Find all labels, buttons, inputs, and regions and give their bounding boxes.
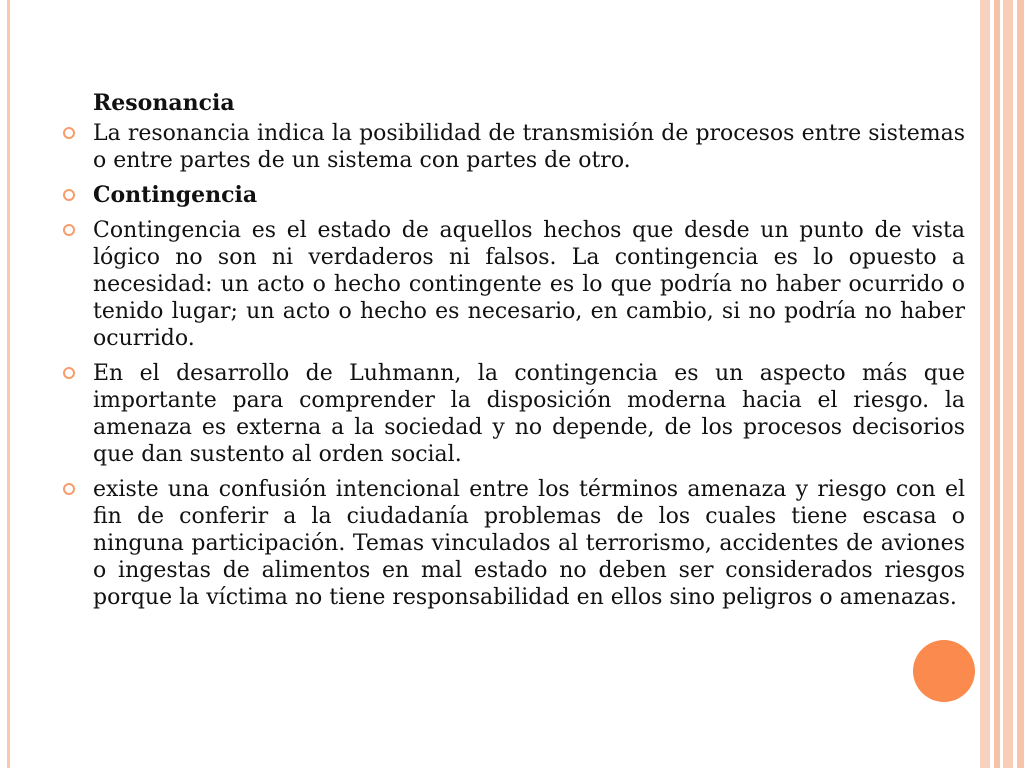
ring-bullet-icon (63, 367, 75, 379)
bullet-text: Contingencia es el estado de aquellos hechos que desde un punto de vista lógico no son ni verdaderos ni falsos. La contingencia es lo opuesto a necesidad: un acto o hecho contingente es lo que podría no haber ocurrido o tenido lugar; un acto o hecho es necesario, en cambio, si no podría no haber ocurrido. (93, 218, 965, 351)
ring-bullet-icon (63, 127, 75, 139)
slide-heading: Resonancia (93, 90, 235, 116)
right-stripe (1003, 0, 1013, 768)
bullet-item (93, 360, 965, 468)
ring-bullet-icon (63, 224, 75, 236)
right-stripe (980, 0, 990, 768)
ring-bullet-icon (63, 483, 75, 495)
bullet-text: existe una confusión intencional entre los términos amenaza y riesgo con el fin de conferir a la ciudadanía problemas de los cuales tiene escasa o ninguna participación. Temas vinculados al terrorismo, accidentes de aviones o ingestas de alimentos en mal estado no deben ser considerados riesgos porque la víctima no tiene responsabilidad en ellos sino peligros o amenazas. (93, 477, 965, 610)
bullet-item (93, 182, 965, 209)
bullet-text: En el desarrollo de Luhmann, la contingencia es un aspecto más que importante para comprender la disposición moderna hacia el riesgo. la amenaza es externa a la sociedad y no depende, de los procesos decisorios que dan sustento al orden social. (93, 361, 965, 467)
bullet-item (93, 217, 965, 352)
bullet-list (93, 120, 965, 611)
bullet-item (93, 476, 965, 611)
bullet-item (93, 120, 965, 174)
orange-circle-decoration (913, 640, 975, 702)
ring-bullet-icon (63, 189, 75, 201)
slide-content (93, 90, 965, 619)
bullet-text: La resonancia indica la posibilidad de transmisión de procesos entre sistemas o entre partes de un sistema con partes de otro. (93, 121, 965, 173)
bullet-text: Contingencia (93, 182, 258, 208)
right-stripe (1017, 0, 1024, 768)
left-border-line (7, 0, 10, 768)
